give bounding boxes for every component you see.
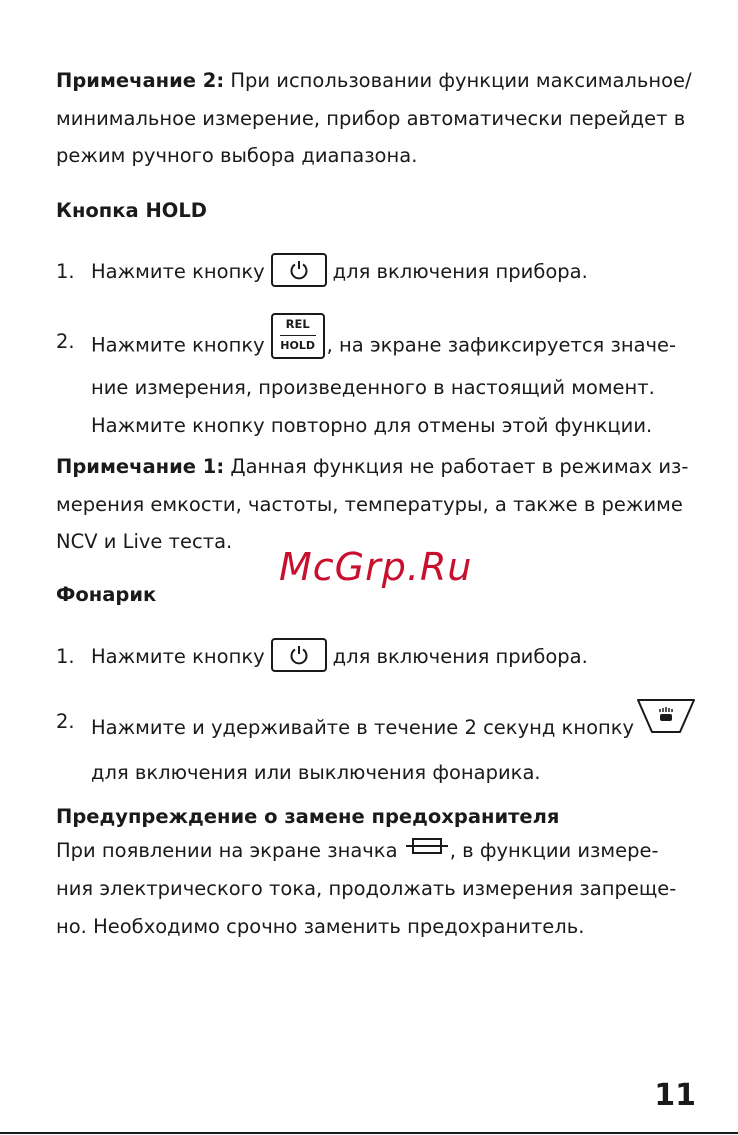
rel-hold-key-icon [271,313,325,359]
note-1-label: Примечание 1: [56,455,225,478]
note-2-line-1: При использовании функции максимальное/ [224,69,692,92]
flashlight-section-heading: Фонарик [56,583,157,606]
fuse-warning-line-1-after: , в функции измере- [449,839,659,862]
flashlight-step-2-line-1: Нажмите и удерживайте в течение 2 секунд кнопку [91,715,635,739]
hold-key-label: HOLD [280,339,315,352]
page-number: 11 [654,1078,696,1113]
rel-key-label: REL [285,317,310,331]
hold-step-2-text-before: Нажмите кнопку [91,333,265,357]
note-1-line-3: NCV и Live теста. [56,530,233,553]
flashlight-step-1-number: 1. [56,645,75,668]
note-1-line-1: Данная функция не работает в режимах из- [224,455,689,478]
note-2-line-3: режим ручного выбора диапазона. [56,144,418,167]
note-1-line-2: мерения емкости, частоты, температуры, а также в режиме [56,492,683,516]
hold-step-2-line-3: Нажмите кнопку повторно для отмены этой функции. [91,413,653,437]
hold-step-2-text-after: , на экране зафиксируется значе- [326,333,677,357]
fuse-warning-heading: Предупреждение о замене предохранителя [56,805,560,828]
hold-step-1-text-before: Нажмите кнопку [91,260,265,283]
hold-section-heading: Кнопка HOLD [56,199,207,222]
flashlight-step-1-text-before: Нажмите кнопку [91,645,265,668]
fuse-warning-line-2: ния электрического тока, продолжать измерения запреще- [56,877,677,901]
note-2 [56,62,696,175]
note-2-label: Примечание 2: [56,69,225,92]
power-icon [288,259,310,281]
hold-step-2-line-2: ние измерения, произведенного в настоящий момент. [91,376,655,399]
fuse-warning-text [56,832,696,945]
power-key [271,638,327,672]
hold-step-1-text-after: для включения прибора. [332,260,588,283]
note-2-line-2: минимальное измерение, прибор автоматически перейдет в [56,106,686,130]
power-key [271,253,327,287]
flashlight-step-2-line-2: для включения или выключения фонарика. [91,760,541,784]
power-icon [288,644,310,666]
hold-step-1-number: 1. [56,260,75,283]
flashlight-step-1-text-after: для включения прибора. [332,645,588,668]
flashlight-icon [636,697,696,748]
fuse-warning-line-1-before: При появлении на экране значка [56,839,404,862]
watermark: McGrp.Ru [279,545,473,589]
hold-step-2-number: 2. [56,330,75,353]
page-bottom-rule [0,1132,738,1134]
fuse-warning-line-3: но. Необходимо срочно заменить предохранитель. [56,914,585,938]
fuse-icon [406,830,448,868]
flashlight-step-2-number: 2. [56,710,75,733]
